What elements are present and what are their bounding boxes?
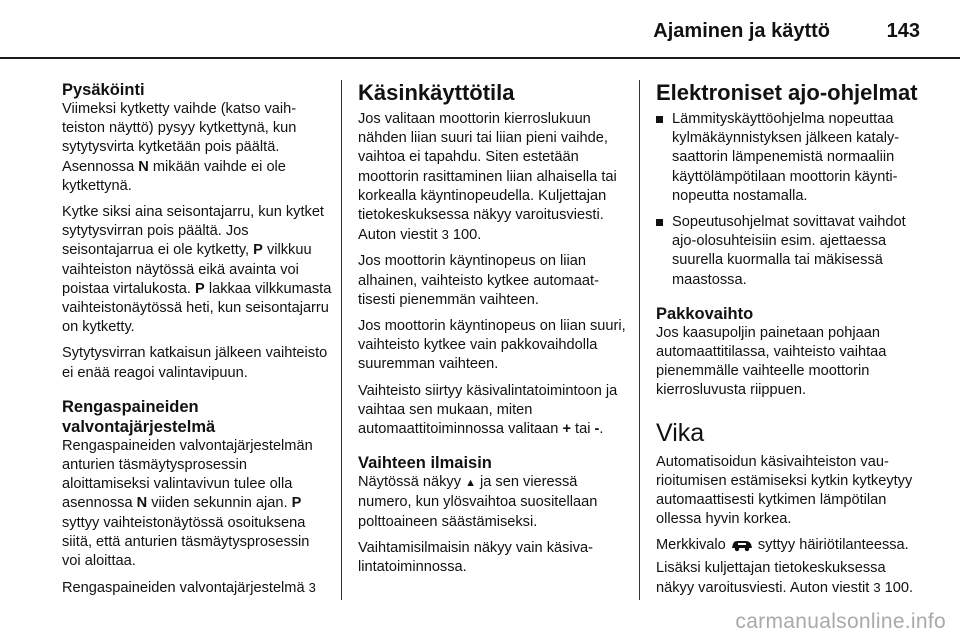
- column-2: [358, 80, 630, 584]
- paragraph: Kytke siksi aina seisontajarru, kun kytket sytytysvirran pois päältä. Jos seisontajarrua ei ole kytketty, P vilkkuu vaihteiston näytössä eikä avainta voi poistaa virtalukosta. P lakkaa vilkkumasta vaihteistonäytössä heti, kun seisontajarru on kytketty.: [62, 204, 332, 336]
- section-heading-driving-programs: Elektroniset ajo-ohjelmat: [656, 80, 918, 105]
- paragraph: Sytytysvirran katkaisun jälkeen vaihteisto ei enää reagoi valintavipuun.: [62, 345, 328, 381]
- paragraph: Jos moottorin käyntinopeus on liian suuri, vaihteisto kytkee vain pakkovaihdolla suuremman vaihteen.: [358, 318, 626, 373]
- column-1: [62, 80, 332, 625]
- bullet-list: [656, 110, 926, 290]
- paragraph: Näytössä näkyy ▲ ja sen vieressä numero, kun ylösvaihtoa suositellaan polttoaineen säästämiseksi.: [358, 474, 598, 530]
- section-heading-parking: Pysäköinti: [62, 81, 145, 99]
- paragraph: Vaihtamisilmaisin näkyy vain käsivalintatoiminnossa.: [358, 539, 593, 576]
- column-divider: [341, 80, 342, 608]
- paragraph: Jos moottorin käyntinopeus on liian alhainen, vaihteisto kytkee automaattisesti pienemmän vaihteen.: [358, 253, 599, 308]
- page-header: [0, 0, 960, 50]
- bullet-square-icon: [656, 116, 663, 123]
- column-3: [656, 80, 926, 605]
- page-number: 143: [886, 20, 920, 42]
- page-reference-icon: 3: [441, 227, 449, 243]
- section-heading-kickdown: Pakkovaihto: [656, 304, 754, 323]
- footer: [0, 600, 960, 642]
- column-divider: [639, 80, 640, 608]
- section-heading-fault: Vika: [656, 418, 705, 447]
- section-heading-gear-indicator: Vaihteen ilmaisin: [358, 454, 492, 473]
- paragraph: Automatisoidun käsivaihteiston vaurioitumisen estämiseksi kytkin kytkeytyy automaattisesti kytkimen lämpötilan ollessa hyvin korkea.: [656, 453, 913, 528]
- watermark: carmanualsonline.info: [735, 610, 946, 633]
- section-heading-manual-mode: Käsinkäyttötila: [358, 80, 515, 105]
- paragraph: Jos kaasupoljin painetaan pohjaan automaattitilassa, vaihteisto vaihtaa pienemmälle vaihteelle moottorin kierrosluvusta riippuen.: [656, 324, 887, 399]
- paragraph: Jos valitaan moottorin kierroslukuun nähden liian suuri tai liian pieni vaihde, vaihtoa ei tapahdu. Siten estetään moottorin rasittaminen liian alhaisella tai korkealla käyntinopeudella. Kuljettajan tietokeskuksessa näkyy varoitusviesti. Auton viestit 3 100.: [358, 111, 617, 244]
- list-item: Lämmityskäyttöohjelma nopeuttaa kylmäkäynnistyksen jälkeen katalysaattorin lämpenemistä normaaliin käyttölämpötilaan moottorin käyntinopeutta nostamalla.: [656, 110, 926, 206]
- bullet-square-icon: [656, 219, 663, 226]
- paragraph: Merkkivalo syttyy häiriötilanteessa. Lisäksi kuljettajan tietokeskuksessa näkyy varoitusviesti. Auton viestit 3 100.: [656, 537, 914, 596]
- section-heading-tire-pressure: Rengaspaineiden valvontajärjestelmä: [62, 397, 216, 436]
- header-rule: [0, 57, 960, 59]
- list-item: Sopeutusohjelmat sovittavat vaihdot ajo-olosuhteisiin esim. ajettaessa suurella kuormalla tai mäkisessä maastossa.: [656, 213, 926, 290]
- page-reference-icon: 3: [873, 579, 881, 595]
- upshift-triangle-icon: ▲: [465, 477, 476, 490]
- paragraph: Viimeksi kytketty vaihde (katso vaihteiston näyttö) pysyy kytkettynä, kun sytytysvirta kytketään pois päältä. Asennossa N mikään vaihde ei ole kytkettynä.: [62, 101, 297, 194]
- paragraph: Rengaspaineiden valvontajärjestelmä 3: [62, 580, 316, 597]
- paragraph: Vaihteisto siirtyy käsivalintatoimintoon ja vaihtaa sen mukaan, miten automaattitoiminnossa valitaan + tai -.: [358, 382, 618, 438]
- header-title: Ajaminen ja käyttö: [653, 20, 830, 42]
- transmission-warning-car-icon: [730, 538, 754, 558]
- page-reference-icon: 3: [308, 580, 316, 596]
- paragraph: Rengaspaineiden valvontajärjestelmän anturien täsmäytysprosessin aloittamiseksi valintavivun tulee olla asennossa N viiden sekunnin ajan. P syttyy vaihteistonäytössä osoituksena siitä, että anturien täsmäytysprosessin voi aloittaa.: [62, 437, 313, 570]
